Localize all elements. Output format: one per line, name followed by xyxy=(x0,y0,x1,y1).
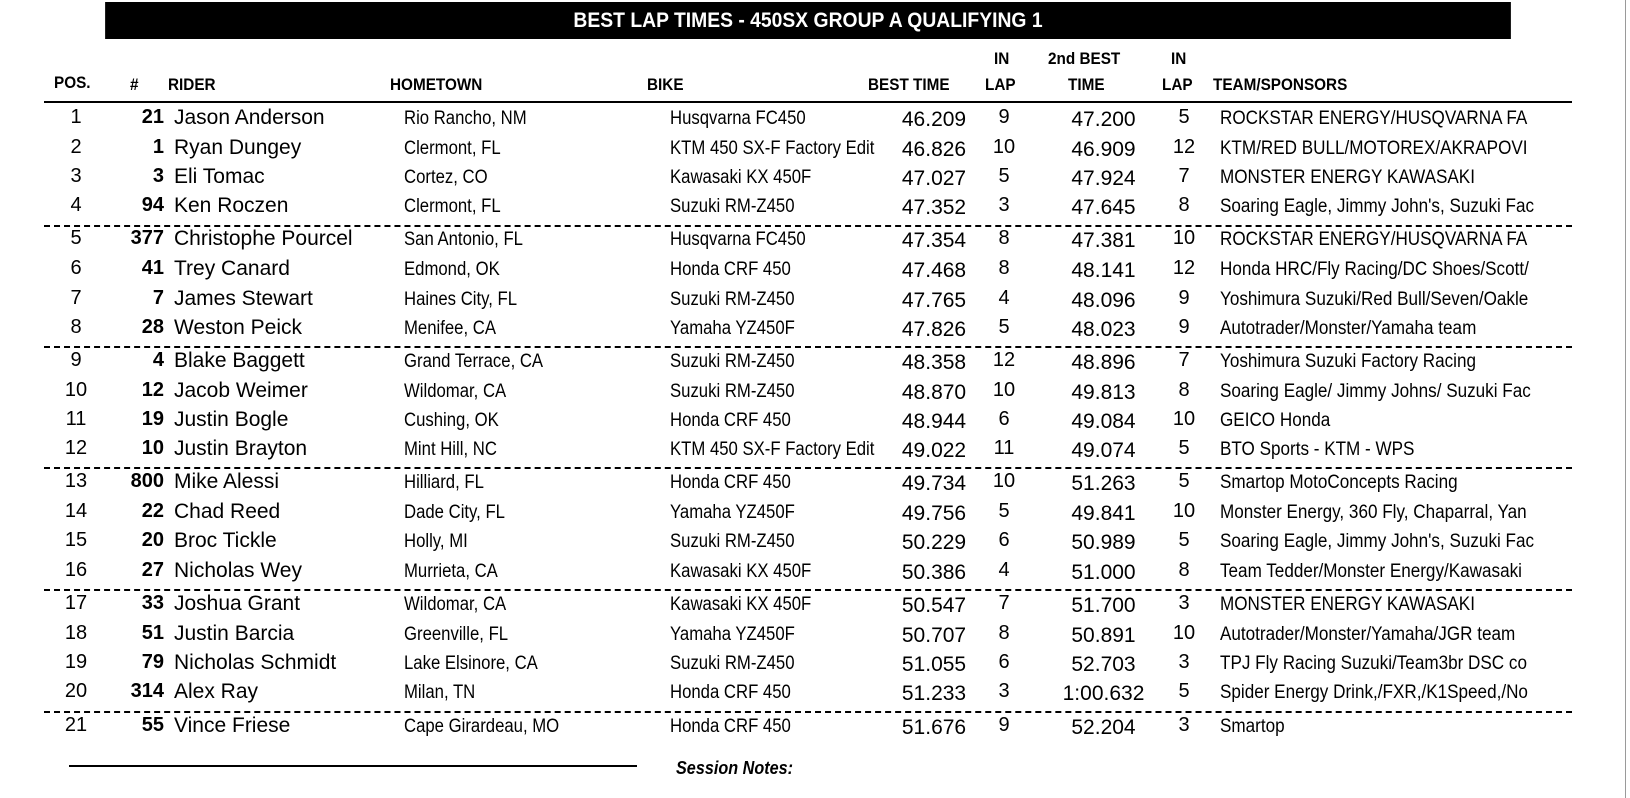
cell-bike: Kawasaki KX 450F xyxy=(670,561,812,582)
cell-rider: Justin Bogle xyxy=(174,408,289,431)
cell-second-best: 51.000 xyxy=(1071,561,1136,584)
cell-bike: Yamaha YZ450F xyxy=(670,624,795,645)
cell-in-lap-1: 6 xyxy=(998,408,1010,430)
cell-second-best: 50.891 xyxy=(1071,624,1136,647)
cell-hometown: Cape Girardeau, MO xyxy=(404,716,560,737)
team-text: Soaring Eagle/ Jimmy Johns/ Suzuki Fac xyxy=(1220,381,1531,402)
cell-second-best: 49.084 xyxy=(1071,410,1136,433)
cell-rider: Justin Brayton xyxy=(174,437,308,460)
cell-number: 4 xyxy=(152,349,164,371)
cell-best-time: 51.676 xyxy=(901,716,967,739)
cell-bike: Honda CRF 450 xyxy=(670,472,791,493)
table-row xyxy=(44,106,1572,136)
cell-bike: Kawasaki KX 450F xyxy=(670,167,812,188)
cell-pos: 14 xyxy=(64,500,88,522)
table-row xyxy=(44,136,1572,166)
cell-best-time: 49.022 xyxy=(901,439,967,462)
cell-pos: 2 xyxy=(70,136,82,158)
cell-hometown: Clermont, FL xyxy=(404,138,501,159)
cell-rider: Christophe Pourcel xyxy=(174,227,353,250)
team-text: Yoshimura Suzuki/Red Bull/Seven/Oakle xyxy=(1220,289,1529,310)
cell-in-lap-1: 7 xyxy=(998,592,1010,614)
cell-best-time: 47.826 xyxy=(901,318,967,341)
cell-pos: 13 xyxy=(64,470,88,492)
cell-in-lap-2: 12 xyxy=(1172,136,1196,158)
cell-in-lap-1: 9 xyxy=(998,714,1010,736)
table-row xyxy=(44,714,1572,744)
cell-second-best: 49.841 xyxy=(1071,502,1136,525)
cell-pos: 19 xyxy=(64,651,88,673)
cell-second-best: 48.023 xyxy=(1071,318,1136,341)
cell-in-lap-1: 8 xyxy=(998,622,1010,644)
table-row xyxy=(44,500,1572,530)
cell-number: 22 xyxy=(141,500,164,522)
cell-bike: Suzuki RM-Z450 xyxy=(670,196,795,217)
cell-in-lap-1: 8 xyxy=(998,257,1010,279)
col-header-number: # xyxy=(130,75,139,94)
cell-team xyxy=(1220,167,1572,189)
cell-pos: 5 xyxy=(70,227,82,249)
cell-pos: 12 xyxy=(64,437,88,459)
cell-rider: Eli Tomac xyxy=(174,165,265,188)
team-text: Honda HRC/Fly Racing/DC Shoes/Scott/ xyxy=(1220,259,1529,280)
cell-number: 12 xyxy=(141,379,164,401)
cell-hometown: Lake Elsinore, CA xyxy=(404,653,538,674)
table-row xyxy=(44,316,1572,346)
cell-hometown: Milan, TN xyxy=(404,682,476,703)
cell-in-lap-2: 5 xyxy=(1178,437,1190,459)
team-text: Yoshimura Suzuki Factory Racing xyxy=(1220,351,1476,372)
cell-in-lap-1: 3 xyxy=(998,194,1010,216)
cell-hometown: Wildomar, CA xyxy=(404,381,507,402)
cell-best-time: 47.354 xyxy=(901,229,967,252)
cell-in-lap-1: 5 xyxy=(998,316,1010,338)
table-row xyxy=(44,408,1572,438)
table-row xyxy=(44,349,1572,379)
cell-bike: Honda CRF 450 xyxy=(670,259,791,280)
team-text: BTO Sports - KTM - WPS xyxy=(1220,439,1415,460)
cell-team xyxy=(1220,259,1572,281)
cell-number: 10 xyxy=(141,437,164,459)
cell-second-best: 49.074 xyxy=(1071,439,1136,462)
cell-in-lap-2: 10 xyxy=(1172,622,1196,644)
cell-rider: Broc Tickle xyxy=(174,529,277,552)
group-divider xyxy=(44,589,1572,591)
cell-bike: Suzuki RM-Z450 xyxy=(670,351,795,372)
cell-hometown: Edmond, OK xyxy=(404,259,500,280)
cell-rider: Jason Anderson xyxy=(174,106,325,129)
team-text: Team Tedder/Monster Energy/Kawasaki xyxy=(1220,561,1522,582)
team-text: Soaring Eagle, Jimmy John's, Suzuki Fac xyxy=(1220,531,1535,552)
cell-in-lap-2: 12 xyxy=(1172,257,1196,279)
cell-number: 94 xyxy=(141,194,164,216)
team-text: TPJ Fly Racing Suzuki/Team3br DSC co xyxy=(1220,653,1527,674)
table-row xyxy=(44,622,1572,652)
cell-hometown: Rio Rancho, NM xyxy=(404,108,527,129)
cell-hometown: Wildomar, CA xyxy=(404,594,507,615)
cell-pos: 3 xyxy=(70,165,82,187)
cell-pos: 18 xyxy=(64,622,88,644)
cell-in-lap-1: 9 xyxy=(998,106,1010,128)
cell-number: 377 xyxy=(130,227,164,249)
team-text: Soaring Eagle, Jimmy John's, Suzuki Fac xyxy=(1220,196,1535,217)
cell-best-time: 48.358 xyxy=(901,351,967,374)
table-row xyxy=(44,592,1572,622)
cell-best-time: 50.707 xyxy=(901,624,967,647)
cell-team xyxy=(1220,439,1572,461)
cell-rider: Vince Friese xyxy=(174,714,291,737)
cell-bike: Husqvarna FC450 xyxy=(670,229,806,250)
cell-team xyxy=(1220,624,1572,646)
cell-second-best: 52.204 xyxy=(1071,716,1136,739)
cell-hometown: Mint Hill, NC xyxy=(404,439,497,460)
team-text: GEICO Honda xyxy=(1220,410,1331,431)
table-row xyxy=(44,559,1572,589)
cell-bike: Husqvarna FC450 xyxy=(670,108,806,129)
cell-number: 79 xyxy=(141,651,164,673)
cell-best-time: 49.756 xyxy=(901,502,967,525)
col-header-in-lap-2-top: IN xyxy=(1171,49,1187,68)
cell-in-lap-2: 8 xyxy=(1178,194,1190,216)
cell-team xyxy=(1220,381,1572,403)
header-rule xyxy=(44,101,1572,103)
cell-team xyxy=(1220,594,1572,616)
table-row xyxy=(44,165,1572,195)
cell-in-lap-2: 5 xyxy=(1178,470,1190,492)
cell-second-best: 47.200 xyxy=(1071,108,1136,131)
cell-team xyxy=(1220,318,1572,340)
cell-bike: Suzuki RM-Z450 xyxy=(670,381,795,402)
cell-rider: Nicholas Schmidt xyxy=(174,651,337,674)
cell-best-time: 49.734 xyxy=(901,472,967,495)
group-divider xyxy=(44,711,1572,713)
cell-team xyxy=(1220,289,1572,311)
cell-in-lap-2: 10 xyxy=(1172,408,1196,430)
cell-second-best: 1:00.632 xyxy=(1062,682,1145,705)
cell-hometown: Hilliard, FL xyxy=(404,472,484,493)
cell-second-best: 52.703 xyxy=(1071,653,1136,676)
cell-pos: 17 xyxy=(64,592,88,614)
table-row xyxy=(44,437,1572,467)
cell-team xyxy=(1220,653,1572,675)
cell-bike: KTM 450 SX-F Factory Edit xyxy=(670,138,875,159)
col-header-hometown: HOMETOWN xyxy=(390,75,483,94)
cell-second-best: 47.381 xyxy=(1071,229,1136,252)
cell-pos: 4 xyxy=(70,194,82,216)
cell-team xyxy=(1220,502,1572,524)
cell-bike: Yamaha YZ450F xyxy=(670,318,795,339)
cell-second-best: 50.989 xyxy=(1071,531,1136,554)
cell-hometown: San Antonio, FL xyxy=(404,229,523,250)
cell-rider: Trey Canard xyxy=(174,257,290,280)
cell-bike: Honda CRF 450 xyxy=(670,410,791,431)
group-divider xyxy=(44,346,1572,348)
cell-rider: Joshua Grant xyxy=(174,592,301,615)
cell-pos: 10 xyxy=(64,379,88,401)
cell-hometown: Murrieta, CA xyxy=(404,561,498,582)
page-edge xyxy=(1625,0,1626,798)
cell-best-time: 50.229 xyxy=(901,531,967,554)
cell-bike: Kawasaki KX 450F xyxy=(670,594,812,615)
col-header-second-best-bottom: TIME xyxy=(1068,75,1105,94)
cell-in-lap-2: 5 xyxy=(1178,106,1190,128)
table-row xyxy=(44,227,1572,257)
cell-second-best: 46.909 xyxy=(1071,138,1136,161)
cell-in-lap-2: 10 xyxy=(1172,500,1196,522)
cell-best-time: 47.765 xyxy=(901,289,967,312)
cell-second-best: 49.813 xyxy=(1071,381,1136,404)
cell-bike: Honda CRF 450 xyxy=(670,716,791,737)
cell-pos: 16 xyxy=(64,559,88,581)
cell-second-best: 47.924 xyxy=(1071,167,1136,190)
cell-in-lap-2: 8 xyxy=(1178,559,1190,581)
session-notes-label: Session Notes: xyxy=(676,758,794,778)
cell-rider: Ryan Dungey xyxy=(174,136,302,159)
cell-hometown: Greenville, FL xyxy=(404,624,509,645)
cell-in-lap-1: 4 xyxy=(998,559,1010,581)
cell-team xyxy=(1220,561,1572,583)
cell-pos: 8 xyxy=(70,316,82,338)
cell-second-best: 48.896 xyxy=(1071,351,1136,374)
cell-best-time: 46.826 xyxy=(901,138,967,161)
cell-second-best: 48.096 xyxy=(1071,289,1136,312)
cell-in-lap-1: 10 xyxy=(992,136,1016,158)
cell-in-lap-1: 10 xyxy=(992,379,1016,401)
cell-pos: 20 xyxy=(64,680,88,702)
cell-best-time: 48.870 xyxy=(901,381,967,404)
col-header-in-lap-2-bottom: LAP xyxy=(1162,75,1193,94)
table-row xyxy=(44,379,1572,409)
cell-second-best: 47.645 xyxy=(1071,196,1136,219)
cell-team xyxy=(1220,531,1572,553)
cell-in-lap-2: 5 xyxy=(1178,529,1190,551)
cell-best-time: 51.233 xyxy=(901,682,967,705)
table-row xyxy=(44,651,1572,681)
cell-number: 20 xyxy=(141,529,164,551)
team-text: Monster Energy, 360 Fly, Chaparral, Yan xyxy=(1220,502,1527,523)
cell-in-lap-1: 12 xyxy=(992,349,1016,371)
cell-bike: Yamaha YZ450F xyxy=(670,502,795,523)
cell-in-lap-1: 11 xyxy=(993,437,1015,459)
cell-bike: KTM 450 SX-F Factory Edit xyxy=(670,439,875,460)
cell-hometown: Clermont, FL xyxy=(404,196,501,217)
cell-number: 19 xyxy=(141,408,164,430)
cell-number: 21 xyxy=(141,106,164,128)
cell-best-time: 48.944 xyxy=(901,410,967,433)
cell-second-best: 51.263 xyxy=(1071,472,1136,495)
cell-pos: 1 xyxy=(70,106,82,128)
cell-team xyxy=(1220,472,1572,494)
cell-best-time: 51.055 xyxy=(901,653,967,676)
cell-team xyxy=(1220,229,1572,251)
table-row xyxy=(44,257,1572,287)
cell-in-lap-2: 7 xyxy=(1178,349,1190,371)
table-row xyxy=(44,287,1572,317)
cell-number: 33 xyxy=(141,592,164,614)
cell-number: 55 xyxy=(141,714,164,736)
cell-number: 7 xyxy=(152,287,164,309)
cell-in-lap-2: 7 xyxy=(1178,165,1190,187)
cell-rider: Blake Baggett xyxy=(174,349,305,372)
cell-rider: Jacob Weimer xyxy=(174,379,308,402)
cell-in-lap-1: 4 xyxy=(998,287,1010,309)
cell-in-lap-2: 9 xyxy=(1178,316,1190,338)
cell-in-lap-2: 3 xyxy=(1178,592,1190,614)
cell-best-time: 47.468 xyxy=(901,259,967,282)
cell-in-lap-1: 8 xyxy=(998,227,1010,249)
col-header-pos: POS. xyxy=(54,73,91,92)
cell-bike: Suzuki RM-Z450 xyxy=(670,653,795,674)
cell-rider: Mike Alessi xyxy=(174,470,280,493)
cell-hometown: Haines City, FL xyxy=(404,289,518,310)
cell-pos: 7 xyxy=(70,287,82,309)
cell-second-best: 48.141 xyxy=(1071,259,1136,282)
team-text: Autotrader/Monster/Yamaha team xyxy=(1220,318,1477,339)
cell-number: 800 xyxy=(130,470,164,492)
cell-in-lap-2: 3 xyxy=(1178,651,1190,673)
cell-second-best: 51.700 xyxy=(1071,594,1136,617)
cell-number: 314 xyxy=(130,680,164,702)
report-title-bar xyxy=(105,2,1511,39)
table-row xyxy=(44,194,1572,224)
cell-team xyxy=(1220,682,1572,704)
col-header-best-time: BEST TIME xyxy=(868,75,950,94)
team-text: Smartop MotoConcepts Racing xyxy=(1220,472,1458,493)
table-row xyxy=(44,680,1572,710)
cell-hometown: Dade City, FL xyxy=(404,502,505,523)
cell-in-lap-1: 3 xyxy=(998,680,1010,702)
report-title: BEST LAP TIMES - 450SX GROUP A QUALIFYING 1 xyxy=(573,8,1043,32)
cell-rider: Weston Peick xyxy=(174,316,302,339)
cell-number: 51 xyxy=(141,622,164,644)
col-header-team-sponsors: TEAM/SPONSORS xyxy=(1213,75,1348,94)
col-header-second-best-top: 2nd BEST xyxy=(1048,49,1121,68)
team-text: MONSTER ENERGY KAWASAKI xyxy=(1220,167,1475,188)
table-row xyxy=(44,529,1572,559)
cell-bike: Honda CRF 450 xyxy=(670,682,791,703)
col-header-bike: BIKE xyxy=(647,75,684,94)
cell-in-lap-2: 8 xyxy=(1178,379,1190,401)
cell-number: 27 xyxy=(141,559,164,581)
table-row xyxy=(44,470,1572,500)
cell-bike: Suzuki RM-Z450 xyxy=(670,289,795,310)
team-text: MONSTER ENERGY KAWASAKI xyxy=(1220,594,1475,615)
cell-pos: 15 xyxy=(64,529,88,551)
cell-best-time: 46.209 xyxy=(901,108,967,131)
cell-pos: 6 xyxy=(70,257,82,279)
cell-bike: Suzuki RM-Z450 xyxy=(670,531,795,552)
cell-number: 1 xyxy=(152,136,164,158)
team-text: ROCKSTAR ENERGY/HUSQVARNA FA xyxy=(1220,229,1528,250)
cell-in-lap-1: 6 xyxy=(998,529,1010,551)
cell-hometown: Menifee, CA xyxy=(404,318,497,339)
cell-in-lap-2: 10 xyxy=(1172,227,1196,249)
team-text: Spider Energy Drink,/FXR,/K1Speed,/No xyxy=(1220,682,1528,703)
cell-rider: Justin Barcia xyxy=(174,622,295,645)
cell-number: 41 xyxy=(141,257,164,279)
cell-best-time: 50.386 xyxy=(901,561,967,584)
cell-hometown: Cushing, OK xyxy=(404,410,499,431)
cell-team xyxy=(1220,108,1572,130)
cell-hometown: Grand Terrace, CA xyxy=(404,351,544,372)
signature-line xyxy=(69,765,637,767)
cell-team xyxy=(1220,410,1572,432)
cell-rider: Chad Reed xyxy=(174,500,281,523)
col-header-in-lap-1-bottom: LAP xyxy=(985,75,1016,94)
cell-in-lap-1: 5 xyxy=(998,165,1010,187)
col-header-in-lap-1-top: IN xyxy=(994,49,1010,68)
cell-hometown: Holly, MI xyxy=(404,531,468,552)
cell-number: 3 xyxy=(152,165,164,187)
cell-in-lap-2: 5 xyxy=(1178,680,1190,702)
cell-hometown: Cortez, CO xyxy=(404,167,488,188)
cell-rider: Ken Roczen xyxy=(174,194,289,217)
cell-rider: Nicholas Wey xyxy=(174,559,302,582)
cell-rider: Alex Ray xyxy=(174,680,259,703)
group-divider xyxy=(44,467,1572,469)
cell-in-lap-1: 5 xyxy=(998,500,1010,522)
cell-best-time: 50.547 xyxy=(901,594,967,617)
cell-in-lap-1: 6 xyxy=(998,651,1010,673)
cell-rider: James Stewart xyxy=(174,287,313,310)
team-text: Autotrader/Monster/Yamaha/JGR team xyxy=(1220,624,1516,645)
team-text: Smartop xyxy=(1220,716,1285,737)
cell-in-lap-1: 10 xyxy=(992,470,1016,492)
cell-pos: 21 xyxy=(64,714,88,736)
cell-team xyxy=(1220,351,1572,373)
cell-in-lap-2: 3 xyxy=(1178,714,1190,736)
cell-pos: 11 xyxy=(65,408,87,430)
cell-team xyxy=(1220,138,1572,160)
cell-best-time: 47.352 xyxy=(901,196,967,219)
cell-pos: 9 xyxy=(70,349,82,371)
cell-number: 28 xyxy=(141,316,164,338)
cell-best-time: 47.027 xyxy=(901,167,967,190)
team-text: KTM/RED BULL/MOTOREX/AKRAPOVI xyxy=(1220,138,1528,159)
cell-team xyxy=(1220,196,1572,218)
cell-in-lap-2: 9 xyxy=(1178,287,1190,309)
col-header-rider: RIDER xyxy=(168,75,216,94)
cell-team xyxy=(1220,716,1572,738)
team-text: ROCKSTAR ENERGY/HUSQVARNA FA xyxy=(1220,108,1528,129)
